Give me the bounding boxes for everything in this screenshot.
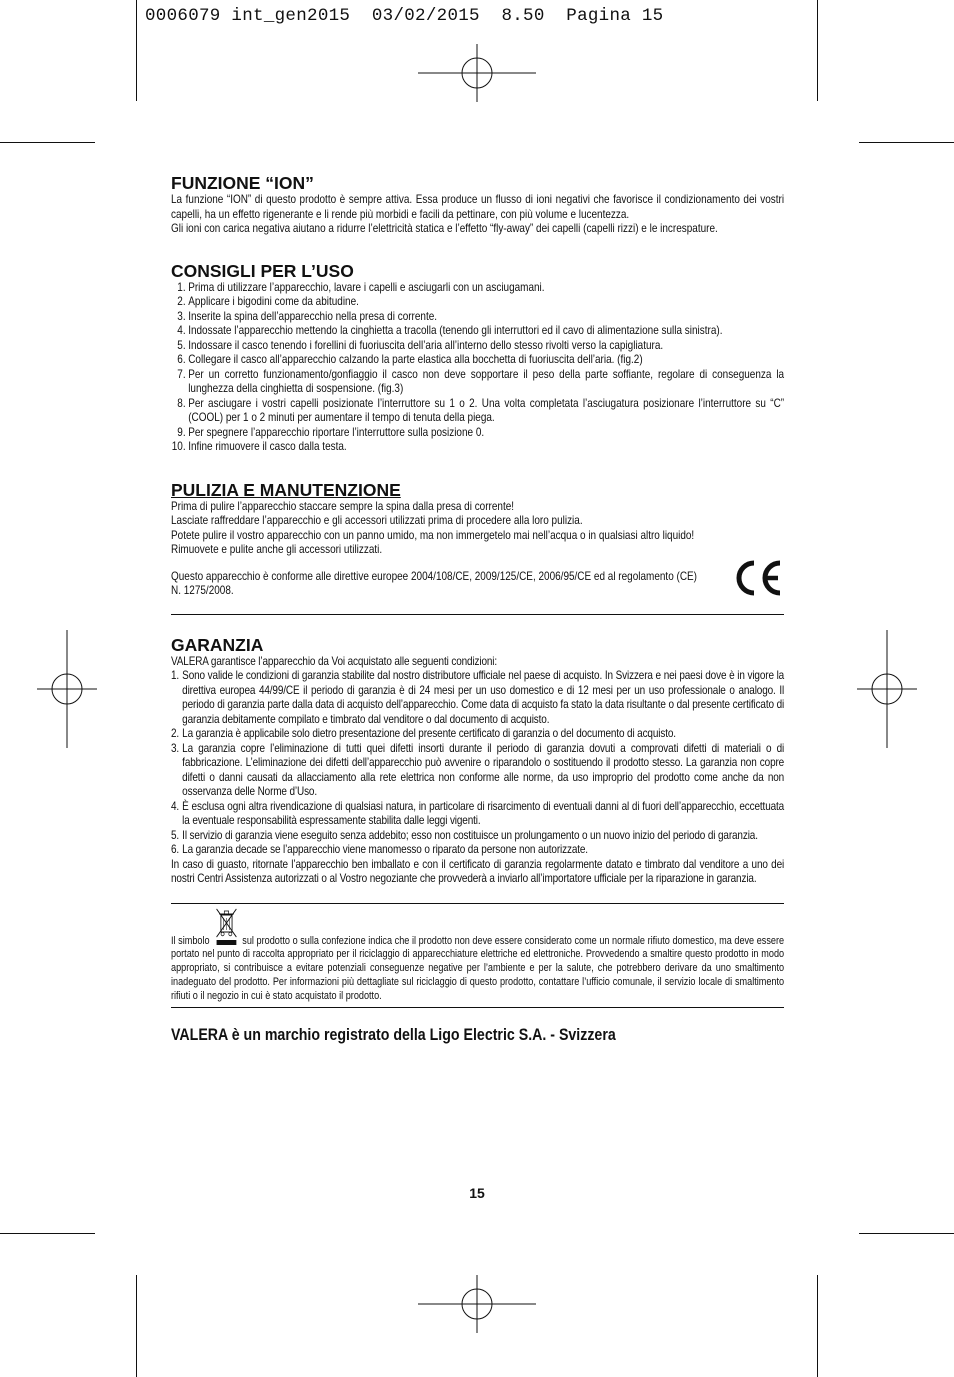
- pulizia-line: Rimuovete e pulite anche gli accessori utilizzati.: [171, 543, 383, 556]
- divider: [171, 614, 784, 615]
- list-item: [171, 843, 784, 858]
- section-consigli: [171, 261, 784, 455]
- consigli-list: [171, 281, 784, 455]
- registration-crosshair-icon: [37, 630, 97, 748]
- conformity-text: Questo apparecchio è conforme alle direttive europee 2004/108/CE, 2009/125/CE, 2006/95/CE ed al regolamento (CE) N. 1275/2008.: [171, 569, 698, 597]
- page-number: 15: [469, 1185, 485, 1201]
- list-item-number: 3.: [171, 741, 180, 755]
- list-item-number: 3.: [177, 309, 186, 323]
- list-item-text: La garanzia decade se l’apparecchio viene manomesso o riparato da persone non autorizzate.: [182, 843, 588, 856]
- section-title-consigli: CONSIGLI PER L’USO: [171, 260, 354, 281]
- pulizia-line: Prima di pulire l’apparecchio staccare sempre la spina dalla presa di corrente!: [171, 499, 515, 513]
- section-weee: [171, 906, 784, 1005]
- list-item: [171, 281, 784, 296]
- list-item-text: Il servizio di garanzia viene eseguito senza addebito; esso non costituisce un prolungamento o un nuovo inizio del periodo di garanzia.: [182, 828, 758, 842]
- registration-crosshair-icon: [857, 630, 917, 748]
- list-item-number: 7.: [177, 367, 186, 381]
- divider: [171, 1007, 784, 1008]
- weee-lead: Il simbolo: [171, 934, 210, 947]
- list-item: [171, 368, 784, 397]
- section-pulizia: [171, 480, 784, 615]
- list-item-text: Sono valide le condizioni di garanzia stabilite dal nostro distributore ufficiale nel paese di acquisto. In Svizzera e nei paesi dove è in vigore la direttiva europea 44/99/CE il periodo di garanzia è di 24 mesi per un uso domestico e di 12 mesi per un uso professionale o analogo. Il periodo di garanzia parte dalla data di acquisto dell’apparecchio. Come data di acquisto fa stato la data risultante o dal presente certificato di garanzia debitamente compilato e timbrato dal venditore o dal documento di acquisto.: [182, 669, 785, 726]
- pulizia-line: Potete pulire il vostro apparecchio con un panno umido, ma non immergetelo mai nell’acqua o in qualsiasi altro liquido!: [171, 528, 695, 542]
- list-item-number: 6.: [171, 843, 180, 856]
- section-ion: [171, 173, 784, 237]
- list-item-text: Per asciugare i vostri capelli posizionate l’interruttore su 1 o 2. Una volta completata l’asciugatura posizionare l’interruttore su “C” (COOL) per 1 o 2 minuti per aumentare il tempo di tenuta della piega.: [188, 396, 785, 424]
- list-item: [171, 324, 784, 339]
- crop-mark-bottom-left-vertical: [136, 1275, 137, 1377]
- list-item-text: Applicare i bigodini come da abitudine.: [188, 295, 359, 308]
- list-item-number: 4.: [171, 799, 180, 813]
- list-item: [171, 353, 784, 368]
- list-item: [171, 742, 784, 800]
- list-item: [171, 295, 784, 310]
- list-item-number: 1.: [171, 669, 180, 682]
- list-item-text: Per spegnere l’apparecchio riportare l’interruttore sulla posizione 0.: [188, 425, 485, 439]
- ce-mark-icon: [732, 558, 784, 598]
- registration-crosshair-icon: [418, 44, 536, 102]
- garanzia-body: [171, 655, 784, 887]
- section-garanzia: [171, 635, 784, 887]
- list-item: [171, 397, 784, 426]
- ion-paragraph-2: Gli ioni con carica negativa aiutano a ridurre l’elettricità statica e l’effetto “fly-away” dei capelli (capelli rizzi) e le increspature.: [171, 222, 718, 235]
- crossed-out-bin-icon: [214, 906, 238, 946]
- crop-mark-bottom-left-horizontal: [0, 1233, 95, 1234]
- weee-text: sul prodotto o sulla confezione indica che il prodotto non deve essere considerato come un normale rifiuto domestico, ma deve essere portato nel punto di raccolta appropriato per il riciclaggio di apparecchiature elettriche ed elettroniche. Provvedendo a smaltire questo prodotto in modo appropriato, si contribuisce a evitare potenziali conseguenze negative per l’ambiente e per la salute, che potrebbero derivare da uno smaltimento inadeguato del prodotto. Per informazioni più dettagliate sul riciclaggio di questo prodotto, contattare l’ufficio comunale, il servizio locale di smaltimento rifiuti o il negozio in cui è stato acquistato il prodotto.: [171, 934, 785, 1003]
- crop-mark-top-left-vertical: [136, 0, 137, 101]
- trademark-statement: VALERA è un marchio registrato della Ligo Electric S.A. - Svizzera: [171, 1026, 616, 1045]
- list-item-number: 6.: [177, 353, 186, 366]
- list-item-text: Indossare il casco tenendo i forellini di fuoriuscita dell’aria all’interno dello stesso rivolti verso la capigliatura.: [188, 338, 664, 352]
- list-item-number: 1.: [177, 280, 186, 294]
- list-item-number: 4.: [177, 324, 186, 337]
- list-item-number: 5.: [177, 338, 186, 352]
- list-item-text: Collegare il casco all’apparecchio calzando la parte elastica alla bocchetta di fuoriuscita dell’aria. (fig.2): [188, 353, 643, 366]
- section-title-garanzia: GARANZIA: [171, 634, 264, 655]
- registration-crosshair-icon: [418, 1275, 536, 1333]
- crop-mark-top-left-horizontal: [0, 142, 95, 143]
- crop-mark-top-right-vertical: [817, 0, 818, 101]
- list-item: [171, 426, 784, 441]
- list-item-number: 2.: [171, 727, 180, 740]
- section-title-pulizia: PULIZIA E MANUTENZIONE: [171, 479, 401, 500]
- divider: [171, 903, 784, 904]
- pulizia-body: [171, 500, 784, 558]
- list-item: [171, 310, 784, 325]
- list-item: [171, 339, 784, 354]
- list-item-text: Prima di utilizzare l’apparecchio, lavare i capelli e asciugarli con un asciugamani.: [188, 280, 545, 294]
- list-item: [171, 440, 784, 455]
- list-item-number: 9.: [177, 425, 186, 439]
- list-item-text: La garanzia copre l’eliminazione di tutti quei difetti insorti durante il periodo di garanzia dovuti a comprovati difetti di materiali o di fabbricazione. L’eliminazione dei difetti dell’apparecchio può avvenire o riparandolo o sostituendo il prodotto stesso. La garanzia non copre difetti o danni causati da allacciamento alla rete elettrica non conforme alle norme, da uso improprio del prodotto come anche da non osservanza delle Norme d’Uso.: [182, 741, 785, 798]
- list-item-text: La garanzia è applicabile solo dietro presentazione del presente certificato di garanzia o del documento di acquisto.: [182, 727, 676, 740]
- slug-line: 0006079 int_gen2015 03/02/2015 8.50 Pagina 15: [145, 6, 664, 26]
- list-item: [171, 800, 784, 829]
- list-item-text: Infine rimuovere il casco dalla testa.: [188, 440, 347, 453]
- pulizia-line: Lasciate raffreddare l’apparecchio e gli accessori utilizzati prima di procedere alla loro pulizia.: [171, 514, 583, 527]
- list-item: [171, 669, 784, 727]
- garanzia-outro: In caso di guasto, ritornate l’apparecchio ben imballato e con il certificato di garanzia regolarmente datato e timbrato dal venditore a uno dei nostri Centri Assistenza autorizzati o al Vostro negoziante che provvederà a inviarlo all’importatore ufficiale per la riparazione in garanzia.: [171, 857, 785, 885]
- ion-paragraph-1: La funzione “ION” di questo prodotto è sempre attiva. Essa produce un flusso di ioni negativi che favorisce il condizionamento dei vostri capelli, ha un effetto rigenerante e li rende più morbidi e facili da pettinare, con più volume e lucentezza.: [171, 193, 785, 221]
- weee-body: [171, 906, 784, 1005]
- crop-mark-bottom-right-horizontal: [859, 1233, 954, 1234]
- conformity-row: [171, 570, 784, 614]
- footer: [171, 1025, 784, 1045]
- list-item-number: 10.: [171, 440, 186, 453]
- crop-mark-bottom-right-vertical: [817, 1275, 818, 1377]
- list-item-number: 2.: [177, 295, 186, 308]
- ion-body: [171, 193, 784, 237]
- list-item-number: 8.: [177, 396, 186, 410]
- list-item-text: Per un corretto funzionamento/gonfiaggio il casco non deve sopportare il peso della parte soffiante, regolare di conseguenza la lunghezza della cinghietta di sospensione. (fig.3): [188, 367, 785, 395]
- garanzia-list: [171, 669, 784, 858]
- list-item-text: È esclusa ogni altra rivendicazione di qualsiasi natura, in particolare di risarcimento di eventuali danni al di fuori dell’apparecchio, eccettuata la eventuale responsabilità espressamente stabilita dalle leggi vigenti.: [182, 799, 785, 827]
- list-item: [171, 829, 784, 844]
- page-content: [171, 173, 784, 1045]
- crop-mark-top-right-horizontal: [859, 142, 954, 143]
- garanzia-intro: VALERA garantisce l’apparecchio da Voi acquistato alle seguenti condizioni:: [171, 654, 498, 668]
- list-item: [171, 727, 784, 742]
- section-title-ion: FUNZIONE “ION”: [171, 173, 314, 193]
- list-item-text: Indossate l’apparecchio mettendo la cinghietta a tracolla (tenendo gli interruttori ed il cavo di alimentazione sulla sinistra).: [188, 324, 723, 337]
- list-item-number: 5.: [171, 828, 180, 842]
- list-item-text: Inserite la spina dell’apparecchio nella presa di corrente.: [188, 309, 438, 323]
